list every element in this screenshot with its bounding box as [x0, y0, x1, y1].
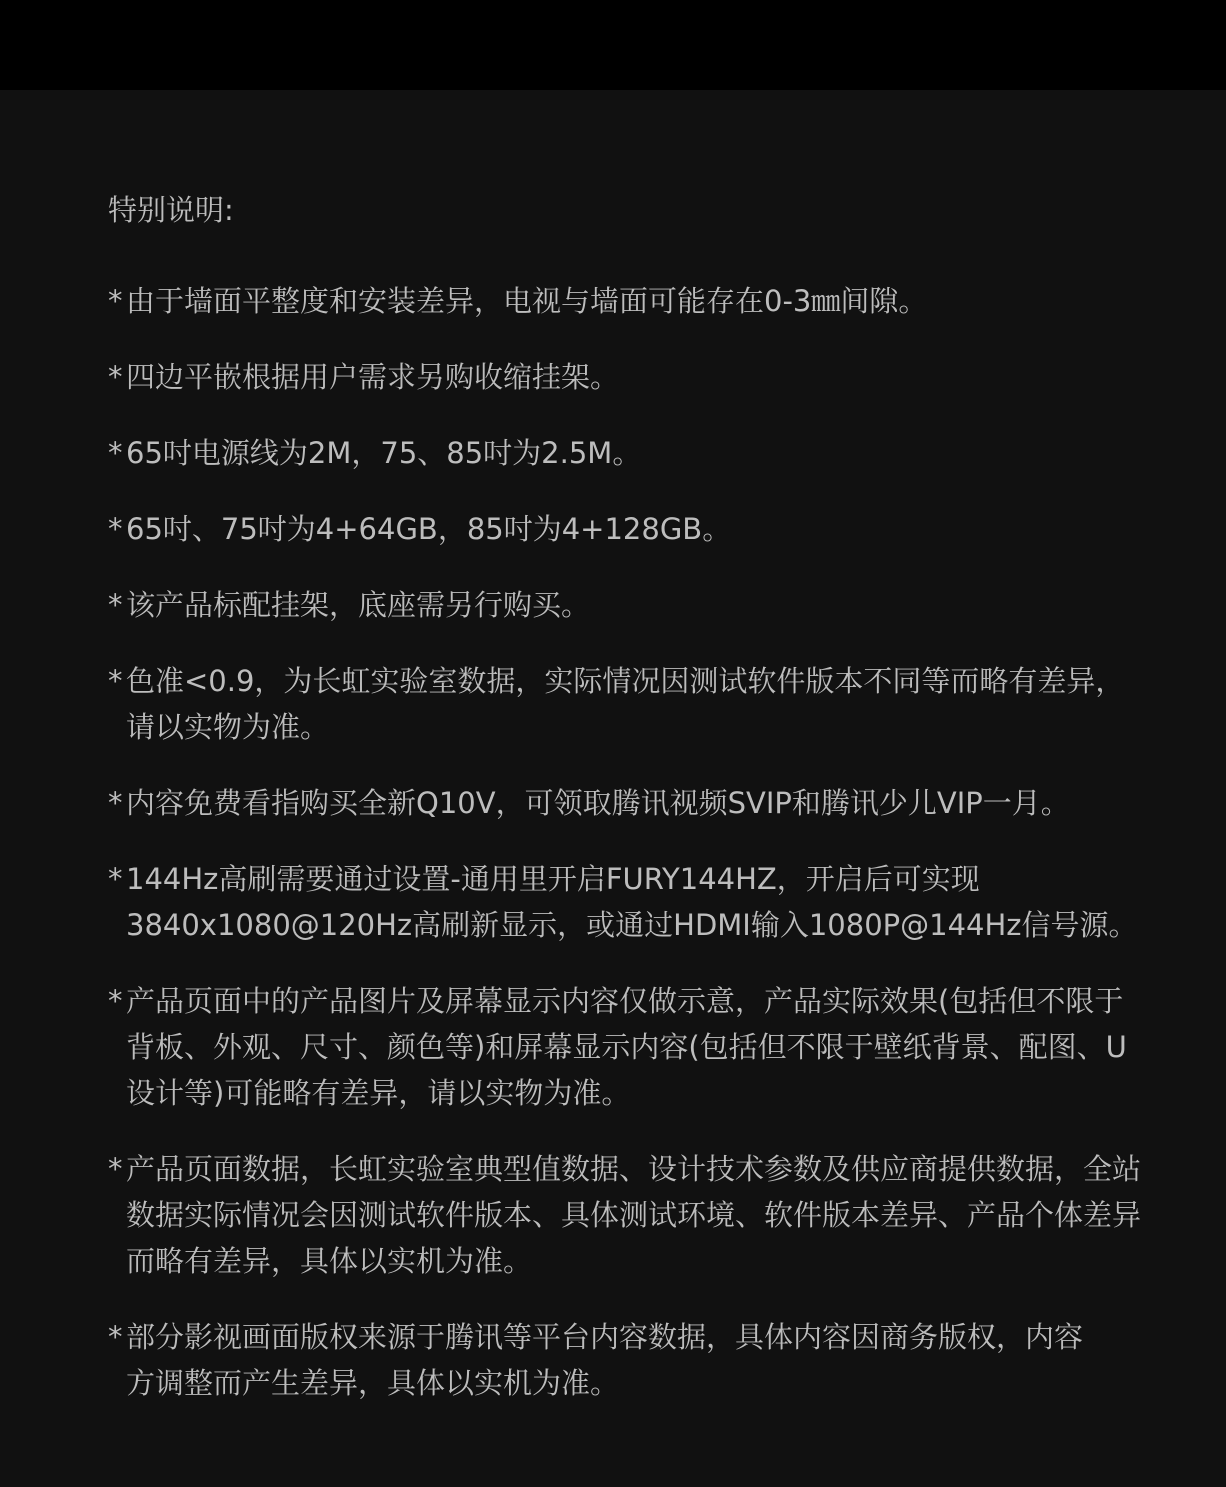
- note-item: [108, 658, 1128, 750]
- note-item: [108, 278, 1008, 324]
- note-bullet: *: [108, 284, 123, 318]
- note-item: [108, 1146, 1168, 1284]
- note-text: 色准<0.9，为长虹实验室数据，实际情况因测试软件版本不同等而略有差异，请以实物为准。: [126, 664, 1125, 744]
- note-bullet: *: [108, 436, 123, 470]
- note-item: [108, 1314, 1088, 1406]
- top-band: [0, 0, 1226, 90]
- note-text: 65吋、75吋为4+64GB，85吋为4+128GB。: [126, 512, 732, 546]
- note-text: 该产品标配挂架，底座需另行购买。: [126, 588, 591, 622]
- note-item: [108, 354, 1008, 400]
- note-bullet: *: [108, 984, 123, 1018]
- note-bullet: *: [108, 588, 123, 622]
- note-text: 部分影视画面版权来源于腾讯等平台内容数据，具体内容因商务版权，内容方调整而产生差异，具体以实机为准。: [126, 1320, 1084, 1400]
- note-text: 产品页面数据，长虹实验室典型值数据、设计技术参数及供应商提供数据，全站数据实际情况会因测试软件版本、具体测试环境、软件版本差异、产品个体差异而略有差异，具体以实机为准。: [126, 1152, 1142, 1278]
- note-bullet: *: [108, 862, 123, 896]
- note-bullet: *: [108, 786, 123, 820]
- note-text: 144Hz高刷需要通过设置-通用里开启FURY144HZ，开启后可实现3840x1080@120Hz高刷新显示，或通过HDMI输入1080P@144Hz信号源。: [126, 862, 1138, 942]
- note-bullet: *: [108, 1152, 123, 1186]
- section-heading: 特别说明:: [108, 193, 234, 227]
- note-text: 产品页面中的产品图片及屏幕显示内容仅做示意，产品实际效果(包括但不限于背板、外观、尺寸、颜色等)和屏幕显示内容(包括但不限于壁纸背景、配图、U设计等)可能略有差异，请以实物为准。: [126, 984, 1127, 1110]
- note-item: [108, 582, 1008, 628]
- note-item: [108, 780, 1168, 826]
- note-text: 由于墙面平整度和安装差异，电视与墙面可能存在0-3㎜间隙。: [126, 284, 928, 318]
- note-text: 内容免费看指购买全新Q10V，可领取腾讯视频SVIP和腾讯少儿VIP一月。: [126, 786, 1070, 820]
- note-bullet: *: [108, 512, 123, 546]
- notes-section: [108, 188, 1188, 1406]
- note-item: [108, 978, 1148, 1116]
- note-bullet: *: [108, 664, 123, 698]
- note-item: [108, 430, 1008, 476]
- note-bullet: *: [108, 360, 123, 394]
- note-text: 65吋电源线为2M，75、85吋为2.5M。: [126, 436, 642, 470]
- note-text: 四边平嵌根据用户需求另购收缩挂架。: [126, 360, 620, 394]
- note-bullet: *: [108, 1320, 123, 1354]
- note-item: [108, 856, 1188, 948]
- note-item: [108, 506, 1008, 552]
